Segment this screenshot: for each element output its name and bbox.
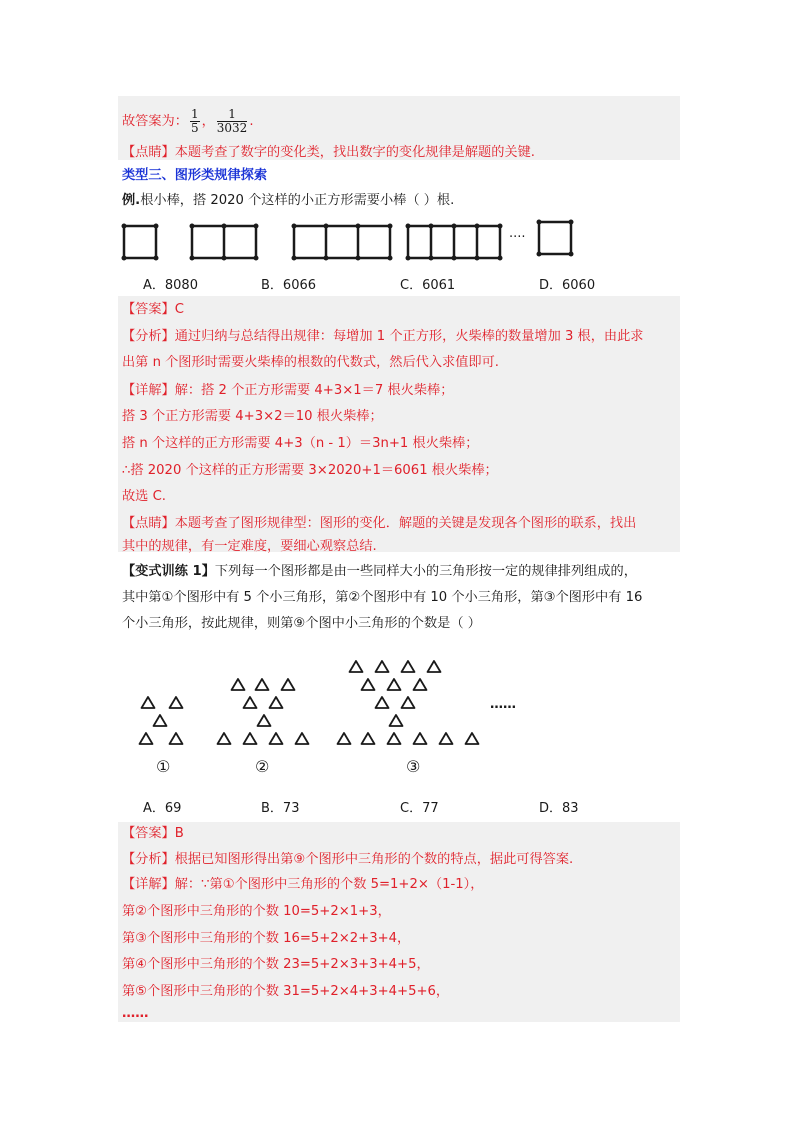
variant-detail-3: 第③个图形中三角形的个数 16=5+2×2+3+4， bbox=[122, 931, 411, 946]
small-triangle bbox=[376, 697, 389, 708]
small-triangle bbox=[428, 661, 441, 672]
small-triangle bbox=[140, 733, 153, 744]
triangle-figure-label-2: ② bbox=[255, 757, 270, 776]
matchstick-figure-4 bbox=[404, 222, 504, 262]
triangle-dots: …… bbox=[490, 697, 516, 712]
example-detail-5: 故选 C. bbox=[122, 489, 166, 504]
example-question: 例.根小棒，搭 2020 个这样的小正方形需要小棒（ ）根. bbox=[122, 193, 455, 208]
example-detail-1: 【详解】解：搭 2 个正方形需要 4+3×1＝7 根火柴棒； bbox=[122, 383, 454, 398]
matchstick-dots: ···· bbox=[509, 230, 526, 245]
small-triangle bbox=[244, 733, 257, 744]
variant-detail-5: 第⑤个图形中三角形的个数 31=5+2×4+3+4+5+6， bbox=[122, 984, 450, 999]
small-triangle bbox=[170, 697, 183, 708]
variant-analysis: 【分析】根据已知图形得出第⑨个图形中三角形的个数的特点，据此可得答案. bbox=[122, 852, 574, 867]
example-option-a[interactable]: A．8080 bbox=[143, 278, 198, 293]
small-triangle bbox=[390, 715, 403, 726]
variant-detail-2: 第②个图形中三角形的个数 10=5+2×1+3， bbox=[122, 904, 391, 919]
variant-question-1: 【变式训练 1】下列每一个图形都是由一些同样大小的三角形按一定的规律排列组成的， bbox=[122, 564, 637, 579]
example-detail-3: 搭 n 个这样的正方形需要 4+3（n - 1）＝3n+1 根火柴棒； bbox=[122, 436, 479, 451]
variant-option-a[interactable]: A．69 bbox=[143, 801, 182, 816]
small-triangle bbox=[258, 715, 271, 726]
small-triangle bbox=[244, 697, 257, 708]
small-triangle bbox=[296, 733, 309, 744]
small-triangle bbox=[414, 733, 427, 744]
small-triangle bbox=[466, 733, 479, 744]
small-triangle bbox=[232, 679, 245, 690]
example-option-b[interactable]: B．6066 bbox=[261, 278, 317, 293]
small-triangle bbox=[376, 661, 389, 672]
matchstick-figure-2 bbox=[188, 222, 260, 262]
triangle-figure-label-3: ③ bbox=[406, 757, 421, 776]
variant-answer: 【答案】B bbox=[122, 826, 184, 841]
example-analysis-2: 出第 n 个图形时需要火柴棒的根数的代数式，然后代入求值即可. bbox=[122, 355, 499, 370]
small-triangle bbox=[218, 733, 231, 744]
small-triangle bbox=[270, 733, 283, 744]
small-triangle bbox=[362, 733, 375, 744]
example-option-c[interactable]: C．6061 bbox=[400, 278, 456, 293]
example-analysis-1: 【分析】通过归纳与总结得出规律：每增加 1 个正方形，火柴棒的数量增加 3 根，由此求 bbox=[122, 329, 644, 344]
section-title: 类型三、图形类规律探索 bbox=[122, 168, 268, 183]
example-detail-4: ∴搭 2020 个这样的正方形需要 3×2020+1＝6061 根火柴棒； bbox=[122, 463, 498, 478]
example-answer: 【答案】C bbox=[122, 302, 184, 317]
variant-detail-4: 第④个图形中三角形的个数 23=5+2×3+3+4+5， bbox=[122, 957, 430, 972]
variant-detail-6: …… bbox=[122, 1006, 149, 1021]
small-triangle bbox=[350, 661, 363, 672]
top-comment: 【点睛】本题考查了数字的变化类，找出数字的变化规律是解题的关键. bbox=[122, 145, 536, 160]
triangle-figures bbox=[120, 650, 540, 760]
variant-question-3: 个小三角形，按此规律，则第⑨个图中小三角形的个数是（ ） bbox=[122, 616, 481, 631]
example-comment-1: 【点睛】本题考查了图形规律型：图形的变化．解题的关键是发现各个图形的联系，找出 bbox=[122, 516, 637, 531]
small-triangle bbox=[362, 679, 375, 690]
example-option-d[interactable]: D．6060 bbox=[539, 278, 596, 293]
small-triangle bbox=[142, 697, 155, 708]
small-triangle bbox=[154, 715, 167, 726]
variant-option-c[interactable]: C．77 bbox=[400, 801, 439, 816]
fraction-1: $\frac{1}{5}$ bbox=[190, 106, 199, 135]
variant-question-2: 其中第①个图形中有 5 个小三角形，第②个图形中有 10 个小三角形，第③个图形中有 16 bbox=[122, 590, 643, 605]
small-triangle bbox=[440, 733, 453, 744]
variant-option-b[interactable]: B．73 bbox=[261, 801, 300, 816]
matchstick-figure-n bbox=[535, 218, 575, 258]
small-triangle bbox=[388, 733, 401, 744]
matchstick-figure-1 bbox=[120, 222, 160, 262]
example-detail-2: 搭 3 个正方形需要 4+3×2＝10 根火柴棒； bbox=[122, 409, 383, 424]
matchstick-figure-3 bbox=[290, 222, 394, 262]
small-triangle bbox=[414, 679, 427, 690]
small-triangle bbox=[170, 733, 183, 744]
small-triangle bbox=[338, 733, 351, 744]
small-triangle bbox=[402, 661, 415, 672]
variant-option-d[interactable]: D．83 bbox=[539, 801, 579, 816]
small-triangle bbox=[270, 697, 283, 708]
small-triangle bbox=[282, 679, 295, 690]
small-triangle bbox=[402, 697, 415, 708]
small-triangle bbox=[388, 679, 401, 690]
top-answer-line: 故答案为： $\frac{1}{5}$ ， $\frac{1}{3032}$ . bbox=[122, 106, 254, 135]
fraction-2: $\frac{1}{3032}$ bbox=[216, 106, 248, 135]
small-triangle bbox=[256, 679, 269, 690]
example-comment-2: 其中的规律，有一定难度，要细心观察总结. bbox=[122, 539, 377, 554]
variant-detail-1: 【详解】解：∵第①个图形中三角形的个数 5=1+2×（1-1）， bbox=[122, 877, 484, 892]
triangle-figure-label-1: ① bbox=[156, 757, 171, 776]
